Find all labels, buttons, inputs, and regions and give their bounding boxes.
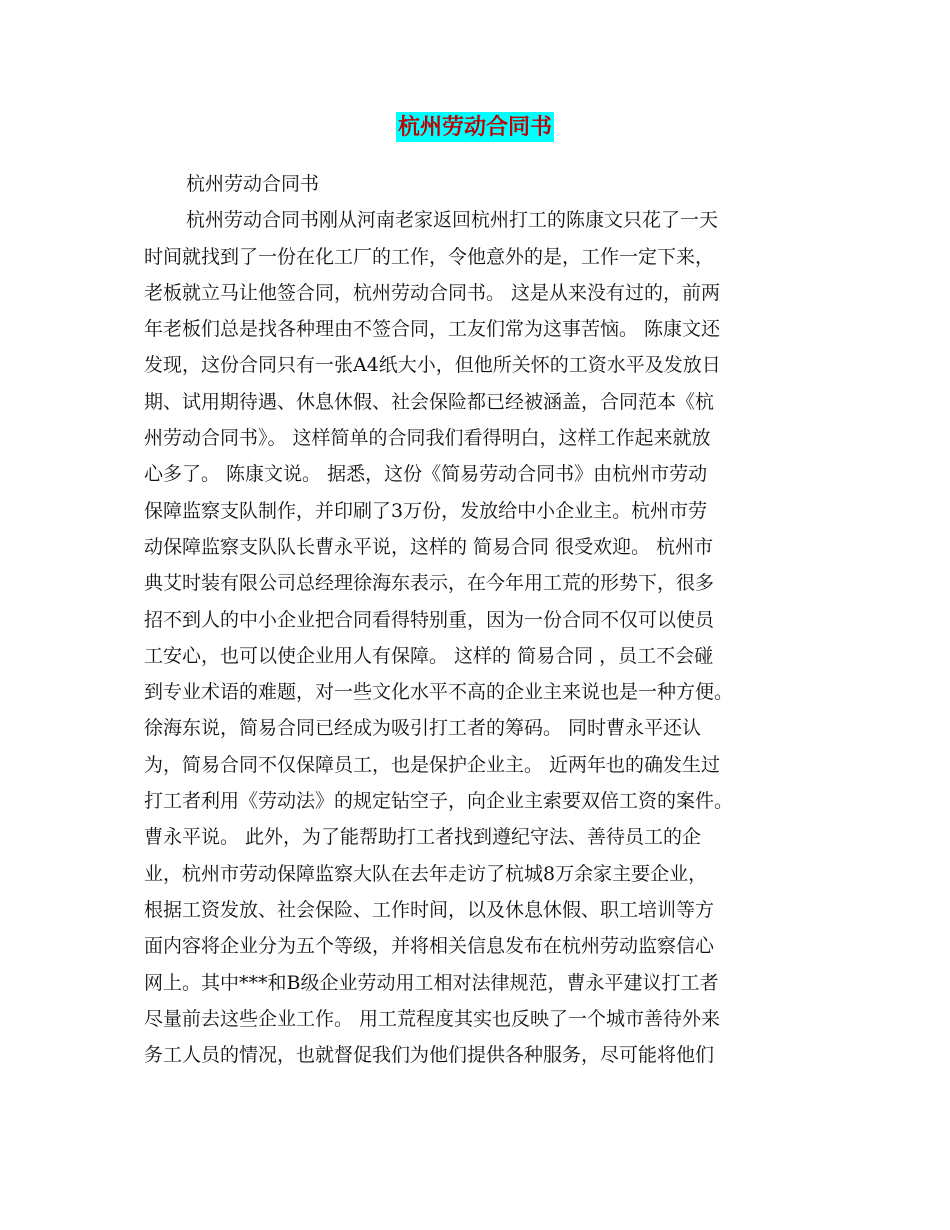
text-line: 徐海东说，简易合同已经成为吸引打工者的筹码。 同时曹永平还认 [144,717,702,740]
text-line: 心多了。 陈康文说。 据悉，这份《简易劳动合同书》由杭州市劳动 [144,463,708,486]
text-line: 务工人员的情况，也就督促我们为他们提供各种服务，尽可能将他们 [144,1044,715,1067]
text-line: 老板就立马让他签合同，杭州劳动合同书。 这是从来没有过的，前两 [144,281,721,304]
text-line: 工安心，也可以使企业用人有保障。 这样的 简易合同 ，员工不会碰 [144,644,714,667]
text-line: 为，简易合同不仅保障员工，也是保护企业主。 近两年也的确发生过 [144,753,721,776]
text-line: 招不到人的中小企业把合同看得特别重，因为一份合同不仅可以使员 [144,608,715,631]
text-line: 根据工资发放、社会保险、工作时间，以及休息休假、职工培训等方 [144,898,715,921]
text-line: 面内容将企业分为五个等级，并将相关信息发布在杭州劳动监察信心 [144,935,715,958]
text-line: 保障监察支队制作，并印刷了3万份，发放给中小企业主。杭州市劳 [144,499,708,522]
document-body [144,166,808,1073]
document-title: 杭州劳动合同书 [397,114,552,140]
text-line: 曹永平说。 此外，为了能帮助打工者找到遵纪守法、善待员工的企 [144,826,702,849]
title-container [0,112,950,142]
text-line: 年老板们总是找各种理由不签合同，工友们常为这事苦恼。 陈康文还 [144,318,721,341]
text-line: 典艾时装有限公司总经理徐海东表示，在今年用工荒的形势下，很多 [144,572,715,595]
text-line: 尽量前去这些企业工作。 用工荒程度其实也反映了一个城市善待外来 [144,1007,721,1030]
text-line: 到专业术语的难题，对一些文化水平不高的企业主来说也是一种方便。 [144,681,734,704]
text-line: 业，杭州市劳动保障监察大队在去年走访了杭城8万余家主要企业， [144,862,708,885]
text-line: 期、试用期待遇、休息休假、社会保险都已经被涵盖，合同范本《杭 [144,390,715,413]
text-line: 动保障监察支队队长曹永平说，这样的 简易合同 很受欢迎。 杭州市 [144,535,714,558]
text-line: 发现，这份合同只有一张A4纸大小，但他所关怀的工资水平及发放日 [144,354,721,377]
text-line: 杭州劳动合同书刚从河南老家返回杭州打工的陈康文只花了一天 [186,209,719,232]
text-line: 打工者利用《劳动法》的规定钻空子，向企业主索要双倍工资的案件。 [144,790,734,813]
text-line: 州劳动合同书》。 这样简单的合同我们看得明白，这样工作起来就放 [144,427,711,450]
paragraph-heading: 杭州劳动合同书 [186,173,320,195]
text-line: 网上。其中***和B级企业劳动用工相对法律规范，曹永平建议打工者 [144,971,719,994]
text-line: 时间就找到了一份在化工厂的工作，令他意外的是，工作一定下来， [144,245,715,268]
